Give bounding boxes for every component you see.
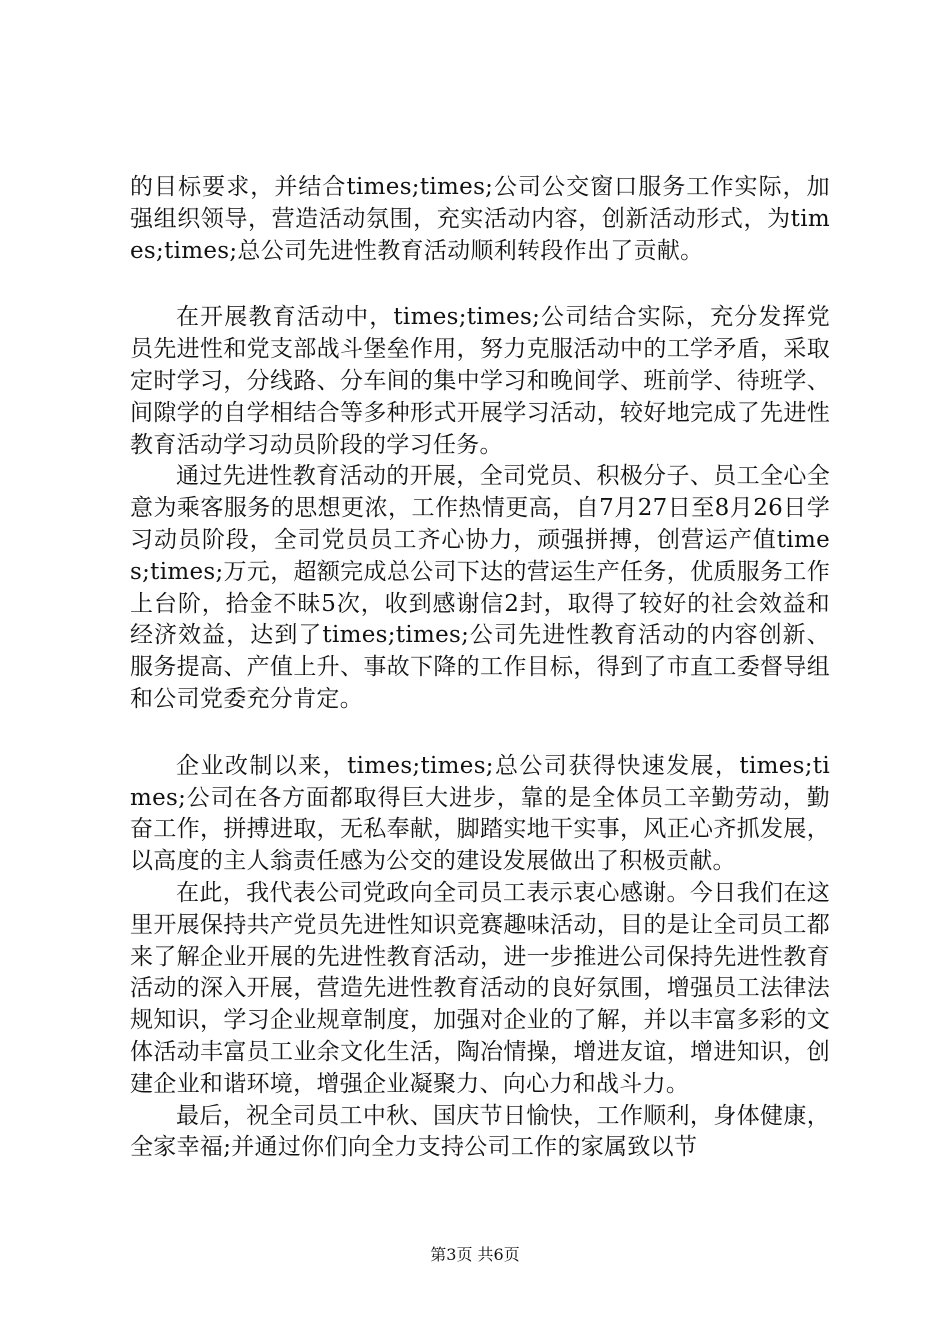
paragraph-5: 在此，我代表公司党政向全司员工表示衷心感谢。今日我们在这里开展保持共产党员先进性知识竞赛趣味活动，目的是让全司员工都来了解企业开展的先进性教育活动，进一步推进公司保持先进性教育活动的深入开展，营造先进性教育活动的良好氛围，增强员工法律法规知识，学习企业规章制度，加强对企业的了解，并以丰富多彩的文体活动丰富员工业余文化生活，陶冶情操，增进友谊，增进知识，创建企业和谐环境，增强企业凝聚力、向心力和战斗力。 xyxy=(130,879,830,1097)
paragraph-2: 在开展教育活动中，times;times;公司结合实际，充分发挥党员先进性和党支部战斗堡垒作用，努力克服活动中的工学矛盾，采取定时学习，分线路、分车间的集中学习和晚间学、班前学、待班学、间隙学的自学相结合等多种形式开展学习活动，较好地完成了先进性教育活动学习动员阶段的学习任务。 xyxy=(130,304,830,458)
paragraph-6: 最后，祝全司员工中秋、国庆节日愉快，工作顺利，身体健康，全家幸福;并通过你们向全力支持公司工作的家属致以节 xyxy=(130,1102,830,1161)
document-body xyxy=(130,172,830,1164)
paragraph-1: 的目标要求，并结合times;times;公司公交窗口服务工作实际，加强组织领导，营造活动氛围，充实活动内容，创新活动形式，为times;times;总公司先进性教育活动顺利转段作出了贡献。 xyxy=(130,174,830,264)
paragraph-3: 通过先进性教育活动的开展，全司党员、积极分子、员工全心全意为乘客服务的思想更浓，工作热情更高，自7月27日至8月26日学习动员阶段，全司党员员工齐心协力，顽强拼搏，创营运产值times;times;万元，超额完成总公司下达的营运生产任务，优质服务工作上台阶，拾金不昧5次，收到感谢信2封，取得了较好的社会效益和经济效益，达到了times;times;公司先进性教育活动的内容创新、服务提高、产值上升、事故下降的工作目标，得到了市直工委督导组和公司党委充分肯定。 xyxy=(130,463,830,712)
page-number-footer: 第3页 共6页 xyxy=(430,1245,520,1264)
paragraph-4: 企业改制以来，times;times;总公司获得快速发展，times;times;公司在各方面都取得巨大进步，靠的是全体员工辛勤劳动，勤奋工作，拼搏进取，无私奉献，脚踏实地干实事，风正心齐抓发展，以高度的主人翁责任感为公交的建设发展做出了积极贡献。 xyxy=(130,752,830,875)
